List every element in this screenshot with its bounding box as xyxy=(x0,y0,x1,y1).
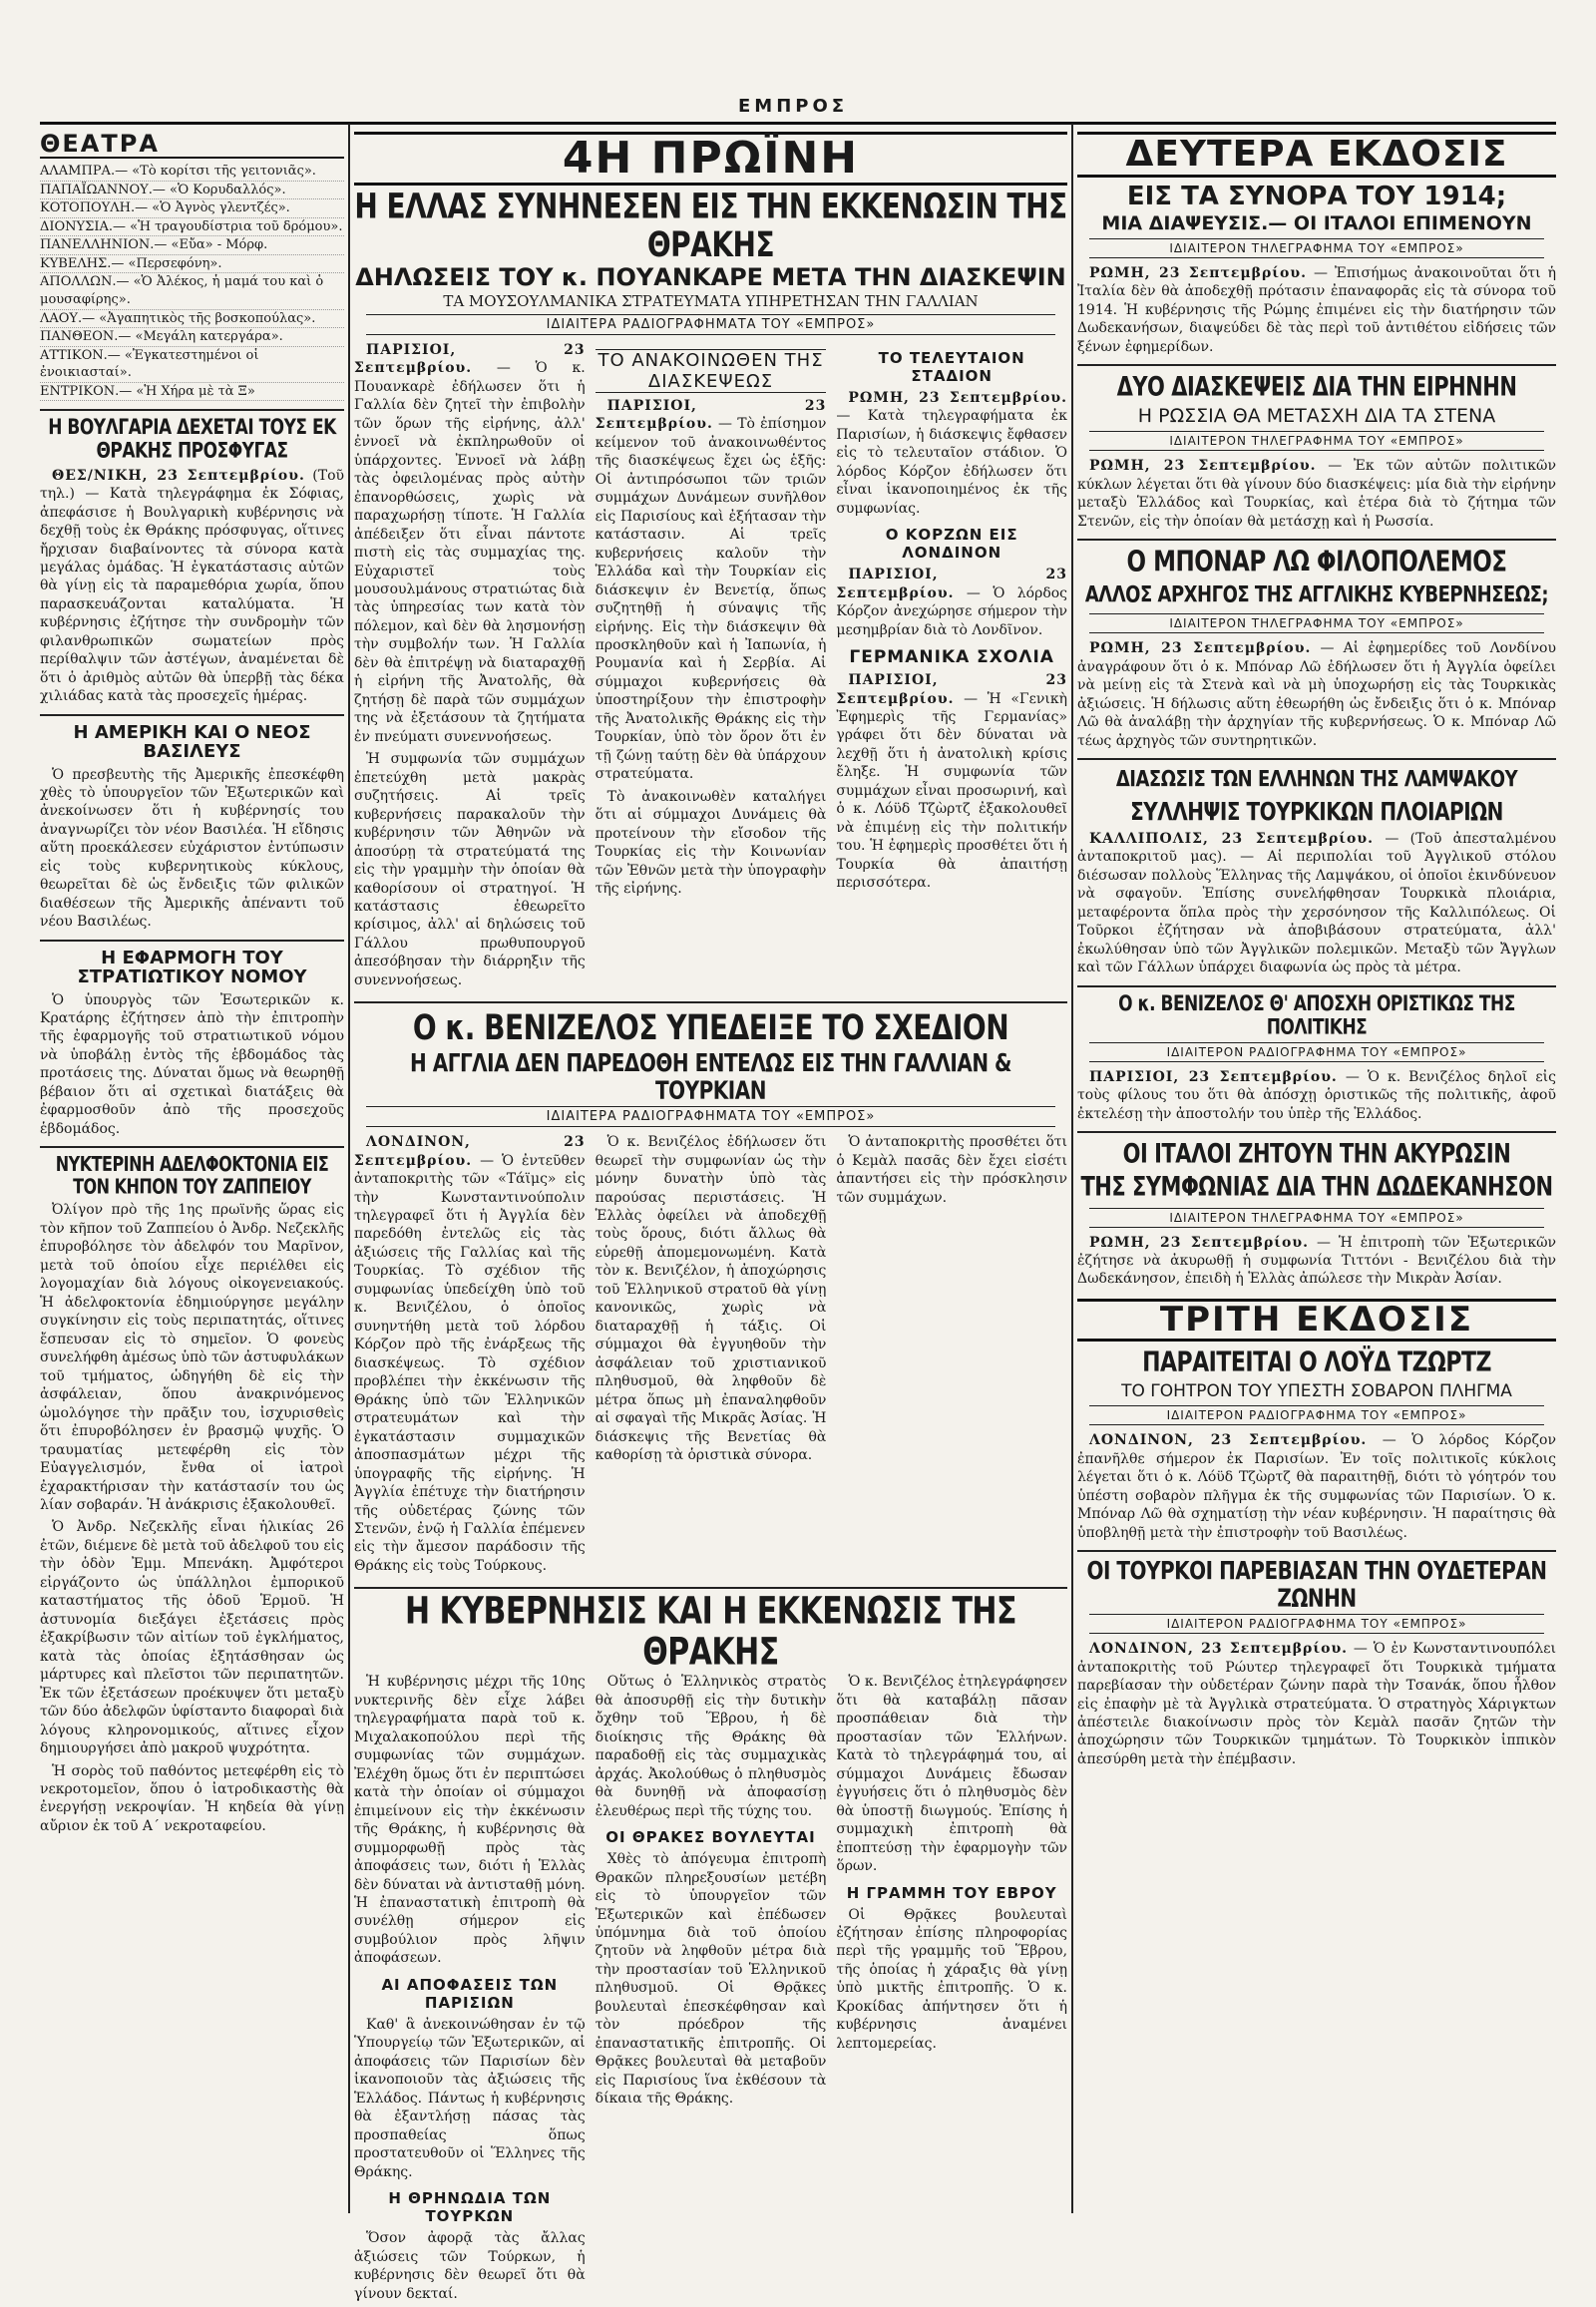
article-body: Τὸ ἀνακοινωθὲν καταλήγει ὅτι αἱ σύμμαχοι Δυνάμεις θὰ προτείνουν τὴν εἴσοδον τῆς Τουρκίας εἰς τὴν Κοινωνίαν τῶν Ἐθνῶν μετὰ τὴν ὑπογραφὴν τῆς εἰρήνης. xyxy=(595,788,827,898)
divider xyxy=(1077,758,1556,760)
list-item: ΑΛΑΜΠΡΑ.— «Τὸ κορίτσι τῆς γειτονιᾶς». xyxy=(40,163,344,182)
dateline: ΠΑΡΙΣΙΟΙ, 23 Σεπτεμβρίου. xyxy=(1089,1068,1338,1085)
divider xyxy=(40,940,344,942)
dateline: ΠΑΡΙΣΙΟΙ, 23 Σεπτεμβρίου. xyxy=(354,341,586,377)
article-subheadline: Η ΡΩΣΣΙΑ ΘΑ ΜΕΤΑΣΧΗ ΔΙΑ ΤΑ ΣΤΕΝΑ xyxy=(1137,405,1496,428)
article-body xyxy=(836,566,1067,639)
center-column xyxy=(354,128,1068,2302)
article-body: Ἡ κυβέρνησις μέχρι τῆς 10ης νυκτερινῆς δὲν εἶχε λάβει τηλεγραφήματα παρὰ τοῦ κ. Μιχαλακοπούλου περὶ τῆς συμφωνίας τῶν συμμάχων. Ἐλέχθη ὅμως ὅτι ἐν περιπτώσει κατὰ τὴν ὁποίαν οἱ σύμμαχοι ἐπιμείνουν εἰς τὴν ἐκκένωσιν τῆς Θράκης, ἡ κυβέρνησις θὰ συμμορφωθῇ πρὸς τὰς ἀποφάσεις των, διότι ἡ Ἑλλὰς δὲν δύναται νὰ ἀντισταθῇ μόνη. Ἡ ἐπαναστατικὴ ἐπιτροπὴ θὰ συνέλθῃ σήμερον εἰς συμβούλιον πρὸς λῆψιν ἀποφάσεων. xyxy=(354,1674,586,1967)
divider xyxy=(40,409,344,411)
article-text: — (Τοῦ ἀπεσταλμένου ἀνταποκριτοῦ μας). — Αἱ περιπολίαι τοῦ Ἀγγλικοῦ στόλου διέσωσαν πολλοὺς Ἕλληνας τῆς Λαμψάκου, οἱ ὁποῖοι ἐκινδύνευον νὰ σφαγοῦν. Ἐπίσης συνελήφθησαν Τουρκικὰ πλοιάρια, μεταφέροντα ὅπλα πρὸς τὴν χερσόνησον τῆς Καλλιπόλεως. Οἱ Τοῦρκοι ἐζήτησαν νὰ ἀποβιβάσουν στρατεύματα, ἀλλ' ἐκωλύθησαν ὑπὸ τῶν Ἀγγλικῶν πολεμικῶν. Μεταξὺ τῶν Ἄγγλων καὶ τῶν Γάλλων ὑπάρχει διαφωνία ὡς πρὸς τὰ μέτρα. xyxy=(1077,830,1557,976)
list-item: ΠΑΠΑΪΩΑΝΝΟΥ.— «Ὁ Κορυδαλλός». xyxy=(40,182,344,200)
article-headline: ΤΟ ΑΝΑΚΟΙΝΩΘΕΝ ΤΗΣ ΔΙΑΣΚΕΨΕΩΣ xyxy=(596,349,827,393)
dateline: ΛΟΝΔΙΝΟΝ, 23 Σεπτεμβρίου. xyxy=(1089,1432,1368,1449)
masthead xyxy=(40,96,1556,125)
article-headline: ΔΥΟ ΔΙΑΣΚΕΨΕΙΣ ΔΙΑ ΤΗΝ ΕΙΡΗΝΗΝ xyxy=(1116,372,1517,403)
theatre-list xyxy=(40,163,344,401)
right-column xyxy=(1077,128,1556,2212)
article-body: Ὅσον ἀφορᾷ τὰς ἄλλας ἀξιώσεις τῶν Τούρκων, ἡ κυβέρνησις δὲν θεωρεῖ ὅτι θὰ γίνουν δεκταί. xyxy=(354,2230,586,2302)
article-body: Χθὲς τὸ ἀπόγευμα ἐπιτροπὴ Θρακῶν πληρεξουσίων μετέβη εἰς τὸ ὑπουργεῖον τῶν Ἐξωτερικῶν καὶ ἐπέδωσεν ὑπόμνημα διὰ τοῦ ὁποίου ζητοῦν νὰ ληφθοῦν μέτρα διὰ τὴν προστασίαν τοῦ Ἑλληνικοῦ πληθυσμοῦ. Οἱ Θρᾷκες βουλευταὶ ἐπεσκέφθησαν καὶ τὸν πρόεδρον τῆς ἐπαναστατικῆς ἐπιτροπῆς. Οἱ Θρᾷκες βουλευταὶ θὰ μεταβοῦν εἰς Παρισίους ἵνα ἐκθέσουν τὰ δίκαια τῆς Θράκης. xyxy=(595,1851,827,2108)
article-body: Ἡ σορὸς τοῦ παθόντος μετεφέρθη εἰς τὸ νεκροτομεῖον, ὅπου ὁ ἰατροδικαστὴς θὰ ἐνεργήσῃ νεκροψίαν. Ἡ κηδεία θὰ γίνῃ αὔριον ἐκ τοῦ Α΄ νεκροταφείου. xyxy=(40,1762,344,1834)
article-headline: Ο κ. ΒΕΝΙΖΕΛΟΣ ΥΠΕΔΕΙΞΕ ΤΟ ΣΧΕΔΙΟΝ xyxy=(412,1006,1009,1049)
list-item: ΚΥΒΕΛΗΣ.— «Περσεφόνη». xyxy=(40,255,344,274)
article-body: Ὁ ἀνταποκριτὴς προσθέτει ὅτι ὁ Κεμὰλ πασᾶς δὲν ἔχει εἰσέτι ἀπαντήσει εἰς τὴν πρόσκλησιν τῶν συμμάχων. xyxy=(836,1134,1068,1206)
dateline: ΠΑΡΙΣΙΟΙ, 23 Σεπτεμβρίου. xyxy=(836,567,1068,601)
article-subheadline: Η ΘΡΗΝΩΔΙΑ ΤΩΝ ΤΟΥΡΚΩΝ xyxy=(388,2189,552,2226)
article-headline: Η ΒΟΥΛΓΑΡΙΑ ΔΕΧΕΤΑΙ ΤΟΥΣ ΕΚ ΘΡΑΚΗΣ ΠΡΟΣΦΥΓΑΣ xyxy=(48,415,336,464)
article-subheadline: ΟΙ ΘΡΑΚΕΣ ΒΟΥΛΕΥΤΑΙ xyxy=(605,1828,816,1847)
article-body xyxy=(1077,457,1556,531)
dateline: ΡΩΜΗ, 23 Σεπτεμβρίου. xyxy=(1089,640,1312,657)
edition-banner: ΤΡΙΤΗ ΕΚΔΟΣΙΣ xyxy=(1077,1299,1556,1342)
dispatch-label: ΙΔΙΑΙΤΕΡΟΝ ΤΗΛΕΓΡΑΦΗΜΑ ΤΟΥ «ΕΜΠΡΟΣ» xyxy=(1089,238,1544,258)
article-headline: ΕΙΣ ΤΑ ΣΥΝΟΡΑ ΤΟΥ 1914; xyxy=(1126,181,1507,211)
article-body xyxy=(1077,264,1556,356)
article-column xyxy=(836,1133,1067,1579)
dateline: ΛΟΝΔΙΝΟΝ, 23 Σεπτεμβρίου. xyxy=(354,1134,586,1169)
dispatch-label: ΙΔΙΑΙΤΕΡΟΝ ΤΗΛΕΓΡΑΦΗΜΑ ΤΟΥ «ΕΜΠΡΟΣ» xyxy=(1089,431,1544,451)
article-text: — Ἡ ἐπιτροπὴ τῶν Ἐξωτερικῶν ἐζήτησε νὰ ἀκυρωθῇ ἡ συμφωνία Τιττόνι - Βενιζέλου διὰ τὴν Δωδεκάνησον, ἐπειδὴ ἡ Ἑλλὰς ἀπώλεσε τὴν Μικρὰν Ἀσίαν. xyxy=(1077,1234,1557,1288)
lead-subheadline: ΤΑ ΜΟΥΣΟΥΛΜΑΝΙΚΑ ΣΤΡΑΤΕΥΜΑΤΑ ΥΠΗΡΕΤΗΣΑΝ ΤΗΝ ΓΑΛΛΙΑΝ xyxy=(443,292,979,311)
divider xyxy=(1077,539,1556,541)
article-headline: ΔΙΑΣΩΣΙΣ ΤΩΝ ΕΛΛΗΝΩΝ ΤΗΣ ΛΑΜΨΑΚΟΥ xyxy=(1115,766,1518,793)
article-column xyxy=(836,1673,1067,2307)
dispatch-label: ΙΔΙΑΙΤΕΡΑ ΡΑΔΙΟΓΡΑΦΗΜΑΤΑ ΤΟΥ «ΕΜΠΡΟΣ» xyxy=(366,1106,1055,1127)
article-headline: Ο κ. ΒΕΝΙΖΕΛΟΣ Θ' ΑΠΟΣΧΗ ΟΡΙΣΤΙΚΩΣ ΤΗΣ ΠΟΛΙΤΙΚΗΣ xyxy=(1118,990,1515,1039)
article-body: Ὁ Ἀνδρ. Νεζεκλῆς εἶναι ἡλικίας 26 ἐτῶν, διέμενε δὲ μετὰ τοῦ ἀδελφοῦ του εἰς τὴν ὁδὸν Ἐμμ. Μπενάκη. Ἀμφότεροι εἰργάζοντο ὡς ὑπάλληλοι ἐμπορικοῦ καταστήματος τῆς ὁδοῦ Ἑρμοῦ. Ἡ ἀστυνομία διεξάγει ἐξετάσεις πρὸς ἐξακρίβωσιν τῶν αἰτίων τοῦ ἐγκλήματος, κατὰ τὰς ὁποίας ἐξητάσθησαν ὡς μάρτυρες καὶ πλεῖστοι τῶν περιπατητῶν. Ἐκ τῶν ἐξετάσεων προέκυψεν ὅτι μεταξὺ τῶν δύο ἀδελφῶν ὑφίσταντο διαφοραὶ διὰ λόγους κληρονομικούς, αἵτινες εἶχον δημιουργήσει ἀπὸ μακροῦ ψυχρότητα. xyxy=(40,1519,344,1757)
article-subheadline: ΤΗΣ ΣΥΜΦΩΝΙΑΣ ΔΙΑ ΤΗΝ ΔΩΔΕΚΑΝΗΣΟΝ xyxy=(1080,1172,1553,1203)
article-headline: Η ΑΜΕΡΙΚΗ ΚΑΙ Ο ΝΕΟΣ ΒΑΣΙΛΕΥΣ xyxy=(73,721,311,762)
dateline: ΘΕΣ/ΝΙΚΗ, 23 Σεπτεμβρίου. xyxy=(52,467,305,484)
divider xyxy=(40,1146,344,1148)
column-rule xyxy=(1071,124,1073,2213)
dispatch-label: ΙΔΙΑΙΤΕΡΑ ΡΑΔΙΟΓΡΑΦΗΜΑΤΑ ΤΟΥ «ΕΜΠΡΟΣ» xyxy=(366,314,1055,335)
article-body xyxy=(596,397,827,784)
dateline: ΠΑΡΙΣΙΟΙ, 23 Σεπτεμβρίου. xyxy=(836,672,1068,707)
article-column xyxy=(596,341,827,993)
dateline: ΡΩΜΗ, 23 Σεπτεμβρίου. xyxy=(1089,1234,1309,1251)
article-column xyxy=(354,1673,586,2307)
article-body xyxy=(1077,830,1556,977)
article-body xyxy=(354,1133,586,1575)
article-subheadline: Η ΑΓΓΛΙΑ ΔΕΝ ΠΑΡΕΔΟΘΗ ΕΝΤΕΛΩΣ ΕΙΣ ΤΗΝ ΓΑΛΛΙΑΝ & ΤΟΥΡΚΙΑΝ xyxy=(410,1047,1011,1105)
article-headline: ΓΕΡΜΑΝΙΚΑ ΣΧΟΛΙΑ xyxy=(849,647,1054,668)
dateline: ΚΑΛΛΙΠΟΛΙΣ, 23 Σεπτεμβρίου. xyxy=(1089,830,1374,847)
article-text: (Τοῦ τηλ.) — Κατὰ τηλεγράφημα ἐκ Σόφιας, ἀπεφάσισε ἡ Βουλγαρικὴ κυβέρνησις νὰ δεχθῇ τοὺς ἐκ Θράκης πρόσφυγας, οἵτινες ἤρχισαν διαβαίνοντες τὰ σύνορα κατὰ μεγάλας ὁμάδας. Ἡ ἐγκατάστασις αὐτῶν θὰ γίνῃ εἰς τὰ παραμεθόρια χωρία, ὅπου παρασκευάζονται καταλύματα. Ἡ κυβέρνησις ἐζήτησε τὴν συνδρομὴν τῶν φιλανθρωπικῶν σωματείων πρὸς περίθαλψιν τῶν ἀστέγων, ἀναμένεται δὲ ὅτι ὁ ἀριθμὸς αὐτῶν θὰ ὑπερβῇ τὰς δέκα χιλιάδας κατὰ τὰς προσεχεῖς ἡμέρας. xyxy=(40,467,345,705)
article-headline: ΟΙ ΙΤΑΛΟΙ ΖΗΤΟΥΝ ΤΗΝ ΑΚΥΡΩΣΙΝ xyxy=(1122,1139,1511,1170)
divider xyxy=(1077,985,1556,987)
column-rule xyxy=(348,124,350,2213)
dispatch-label: ΙΔΙΑΙΤΕΡΟΝ ΤΗΛΕΓΡΑΦΗΜΑ ΤΟΥ «ΕΜΠΡΟΣ» xyxy=(1089,1208,1544,1228)
divider xyxy=(354,1001,1067,1003)
article-column xyxy=(836,341,1067,993)
list-item: ΑΠΟΛΛΩΝ.— «Ὁ Ἀλέκος, ἡ μαμά του καὶ ὁ μουσαφίρης». xyxy=(40,273,344,309)
article-headline: Ο ΚΟΡΖΩΝ ΕΙΣ ΛΟΝΔΙΝΟΝ xyxy=(885,526,1018,563)
lead-headline: Η ΕΛΛΑΣ ΣΥΝΗΝΕΣΕΝ ΕΙΣ ΤΗΝ ΕΚΚΕΝΩΣΙΝ ΤΗΣ ΘΡΑΚΗΣ xyxy=(354,186,1067,265)
article-columns xyxy=(354,1133,1067,1579)
dispatch-label: ΙΔΙΑΙΤΕΡΟΝ ΡΑΔΙΟΓΡΑΦΗΜΑ ΤΟΥ «ΕΜΠΡΟΣ» xyxy=(1089,1405,1544,1425)
article-text: — Ὁ λόρδος Κόρζον ἐπανῆλθε σήμερον ἐκ Παρισίων. Ἐν τοῖς πολιτικοῖς κύκλοις λέγεται ὅτι ὁ κ. Λόϋδ Τζὼρτζ θὰ παραιτηθῇ, διότι τὸ γόητρόν του ὑπέστη σοβαρὸν πλῆγμα ἐκ τῆς συμφωνίας τῶν Παρισίων. Ὁ κ. Μπόναρ Λῶ θὰ σχηματίσῃ τὴν νέαν κυβέρνησιν. Ἡ παραίτησις θὰ ὑποβληθῇ μετὰ τὴν ἐπιστροφὴν τοῦ Βασιλέως. xyxy=(1077,1432,1556,1541)
list-item: ΛΑΟΥ.— «Ἀγαπητικὸς τῆς βοσκοπούλας». xyxy=(40,310,344,329)
article-text: — Κατὰ τηλεγραφήματα ἐκ Παρισίων, ἡ διάσκεψις ἔφθασεν εἰς τὸ τελευταῖον στάδιον. Ὁ λόρδος Κόρζον ἐδήλωσεν ὅτι εἶναι ἱκανοποιημένος ἐκ τῆς συμφωνίας. xyxy=(836,408,1068,517)
article-body: Ὁ κ. Βενιζέλος ἐτηλεγράφησεν ὅτι θὰ καταβάλῃ πᾶσαν προσπάθειαν διὰ τὴν προστασίαν τῶν Ἑλλήνων. Κατὰ τὸ τηλεγράφημά του, αἱ σύμμαχοι Δυνάμεις ἔδωσαν ἐγγυήσεις ὅτι ὁ πληθυσμὸς δὲν θὰ ὑποστῇ διωγμούς. Ἐπίσης ἡ συμμαχικὴ ἐπιτροπὴ θὰ ἐποπτεύσῃ τὴν ἐφαρμογὴν τῶν ὅρων. xyxy=(836,1674,1068,1875)
theatre-heading: ΘΕΑΤΡΑ xyxy=(40,132,344,159)
left-column xyxy=(40,128,344,2212)
list-item: ΠΑΝΕΛΛΗΝΙΟΝ.— «Εὔα» - Μόρφ. xyxy=(40,236,344,255)
lead-subheadline: ΔΗΛΩΣΕΙΣ ΤΟΥ κ. ΠΟΥΑΝΚΑΡΕ ΜΕΤΑ ΤΗΝ ΔΙΑΣΚΕΨΙΝ xyxy=(355,262,1066,291)
newspaper-name: ΕΜΠΡΟΣ xyxy=(738,96,849,117)
article-text: — Ὁ κ. Πουανκαρὲ ἐδήλωσεν ὅτι ἡ Γαλλία δὲν ζητεῖ τὴν ἐπιβολὴν τῶν ὅρων τῆς εἰρήνης, ἀλλ' ἐννοεῖ νὰ ἐκπληρωθοῦν οἱ ὑπάρχοντες. Ἐννοεῖ νὰ λάβῃ τὰς ὀφειλομένας πρὸς αὐτὴν ἐπανορθώσεις, χωρὶς νὰ παραχωρήσῃ τίποτε. Ἡ Γαλλία ἀπέδειξεν ὅτι εἶναι πάντοτε πιστὴ εἰς τὰς συμμαχίας της. Εὐχαριστεῖ τοὺς μουσουλμάνους στρατιώτας διὰ τὰς ὑπηρεσίας των κατὰ τὸν πόλεμον, καὶ δὲν θὰ λησμονήσῃ τὴν συμβολήν των. Ἡ Γαλλία δὲν θὰ ἐπιτρέψῃ νὰ διαταραχθῇ ἡ εἰρήνη τῆς Ἀνατολῆς, θὰ ζητήσῃ δὲ παρὰ τῶν συμμάχων της νὰ ἐξετάσουν τὰ ζητήματα ἐν πνεύματι συνεννοήσεως. xyxy=(354,360,586,745)
edition-banner: 4Η ΠΡΩΪΝΗ xyxy=(354,132,1067,186)
dateline: ΡΩΜΗ, 23 Σεπτεμβρίου. xyxy=(1089,458,1317,475)
article-body: Ὁ ὑπουργὸς τῶν Ἐσωτερικῶν κ. Κρατάρης ἐζήτησεν ἀπὸ τὴν ἐπιτροπὴν τῆς ἐφαρμογῆς τοῦ στρατιωτικοῦ νόμου νὰ ὑποβάλῃ ἐντὸς τῆς ἑβδομάδος τὰς προτάσεις της. Δύναται ὅμως νὰ θεωρηθῇ βέβαιον ὅτι αἱ σχετικαὶ διατάξεις θὰ ἐφαρμοσθοῦν ἀπὸ τῆς προσεχοῦς ἑβδομάδος. xyxy=(40,991,344,1137)
article-body: Ἡ συμφωνία τῶν συμμάχων ἐπετεύχθη μετὰ μακρὰς συζητήσεις. Αἱ τρεῖς κυβερνήσεις παρακαλοῦν τὴν κυβέρνησιν τῶν Ἀθηνῶν νὰ ἀποσύρῃ τὰ στρατεύματά της εἰς τὴν γραμμὴν τὴν ὁποίαν θὰ καθορίσουν οἱ στρατηγοί. Ἡ κατάστασις ἐθεωρεῖτο κρίσιμος, ἀλλ' αἱ δηλώσεις τοῦ Γάλλου πρωθυπουργοῦ ἀπεσόβησαν τὴν διάρρηξιν τῆς συνεννοήσεως. xyxy=(354,751,586,988)
article-body: Οὕτως ὁ Ἑλληνικὸς στρατὸς θὰ ἀποσυρθῇ εἰς τὴν δυτικὴν ὄχθην τοῦ Ἕβρου, ἡ δὲ διοίκησις τῆς Θράκης θὰ παραδοθῇ εἰς τὰς συμμαχικὰς ἀρχάς. Ἀκολούθως ὁ πληθυσμὸς θὰ δυνηθῇ νὰ ἀποφασίσῃ ἐλευθέρως περὶ τῆς τύχης του. xyxy=(595,1674,827,1819)
article-headline: Η ΕΦΑΡΜΟΓΗ ΤΟΥ ΣΤΡΑΤΙΩΤΙΚΟΥ ΝΟΜΟΥ xyxy=(77,947,307,987)
article-body xyxy=(836,671,1067,893)
article-text: — Ὁ λόρδος Κόρζον ἀνεχώρησε σήμερον τὴν μεσημβρίαν διὰ τὸ Λονδῖνον. xyxy=(836,584,1068,638)
list-item: ΕΝΤΡΙΚΟΝ.— «Ἡ Χήρα μὲ τὰ Ξ» xyxy=(40,383,344,402)
article-columns xyxy=(354,341,1067,993)
article-body: Ὁ κ. Βενιζέλος ἐδήλωσεν ὅτι θεωρεῖ τὴν συμφωνίαν ὡς τὴν μόνην δυνατὴν ὑπὸ τὰς παρούσας περιστάσεις. Ἡ Ἑλλὰς ὀφείλει νὰ ἀποδεχθῇ τοὺς ὅρους, διότι ἄλλως θὰ εὑρεθῇ ἀπομεμονωμένη. Κατὰ τὸν κ. Βενιζέλον, ἡ ἀποχώρησις τοῦ Ἑλληνικοῦ στρατοῦ θὰ γίνῃ κανονικῶς, χωρὶς νὰ διαταραχθῇ ἡ τάξις. Οἱ σύμμαχοι θὰ ἐγγυηθοῦν τὴν ἀσφάλειαν τοῦ χριστιανικοῦ πληθυσμοῦ, θὰ ληφθοῦν δὲ μέτρα ὅπως μὴ ἐπαναληφθοῦν αἱ σφαγαὶ τῆς Μικρᾶς Ἀσίας. Ἡ διάσκεψις τῆς Βενετίας θὰ καθορίσῃ τὰ ὁριστικὰ σύνορα. xyxy=(595,1134,827,1464)
dispatch-label: ΙΔΙΑΙΤΕΡΟΝ ΤΗΛΕΓΡΑΦΗΜΑ ΤΟΥ «ΕΜΠΡΟΣ» xyxy=(1089,613,1544,633)
article-column xyxy=(354,1133,586,1579)
dateline: ΡΩΜΗ, 23 Σεπτεμβρίου. xyxy=(848,389,1068,406)
article-column xyxy=(596,1133,827,1579)
article-body xyxy=(836,389,1067,518)
article-body xyxy=(1077,1234,1556,1289)
article-subheadline: ΑΛΛΟΣ ΑΡΧΗΓΟΣ ΤΗΣ ΑΓΓΛΙΚΗΣ ΚΥΒΕΡΝΗΣΕΩΣ; xyxy=(1084,581,1549,608)
article-subheadline: ΤΟ ΓΟΗΤΡΟΝ ΤΟΥ ΥΠΕΣΤΗ ΣΟΒΑΡΟΝ ΠΛΗΓΜΑ xyxy=(1121,1381,1512,1402)
list-item: ΠΑΝΘΕΟΝ.— «Μεγάλη κατεργάρα». xyxy=(40,328,344,347)
article-text: — Ἡ «Γενικὴ Ἐφημερὶς τῆς Γερμανίας» γράφει ὅτι δὲν δύναται νὰ λεχθῇ ὅτι ἡ ἀνατολικὴ κρίσις ἔληξε. Ἡ συμφωνία τῶν συμμάχων εἶναι προσωρινή, καὶ ὁ κ. Λόϋδ Τζὼρτζ ἐξακολουθεῖ νὰ ἐπιμένῃ εἰς τὴν πολιτικήν του. Ἡ ἐφημερὶς προσθέτει ὅτι ἡ Τουρκία θὰ ἀπαιτήσῃ περισσότερα. xyxy=(836,690,1068,892)
article-subheadline: ΣΥΛΛΗΨΙΣ ΤΟΥΡΚΙΚΩΝ ΠΛΟΙΑΡΙΩΝ xyxy=(1130,795,1503,826)
divider xyxy=(1077,1550,1556,1552)
article-column xyxy=(354,341,586,993)
article-text: — Ἐπισήμως ἀνακοινοῦται ὅτι ἡ Ἰταλία δὲν θὰ ἀποδεχθῇ πρότασιν ἐπαναφορᾶς εἰς τὰ σύνορα τοῦ 1914. Ἡ κυβέρνησις τῆς Ρώμης ἐπιμένει εἰς τὴν διατήρησιν τῶν Δωδεκανήσων, διαψεύδει δὲ τὰς περὶ τοῦ ἀντιθέτου εἰδήσεις τῶν ξένων ἐφημερίδων. xyxy=(1077,264,1556,355)
article-body xyxy=(1077,1068,1556,1123)
divider xyxy=(1077,1131,1556,1133)
divider xyxy=(40,714,344,716)
article-text: — Ἐκ τῶν αὐτῶν πολιτικῶν κύκλων λέγεται ὅτι θὰ γίνουν δύο διασκέψεις: μία διὰ τὴν εἰρήνην μεταξὺ Ἑλλάδος καὶ Τουρκίας, καὶ ἑτέρα διὰ τὸ ζήτημα τῶν Στενῶν, εἰς τὴν ὁποίαν θὰ μετάσχῃ καὶ ἡ Ρωσσία. xyxy=(1077,458,1556,530)
edition-banner: ΔΕΥΤΕΡΑ ΕΚΔΟΣΙΣ xyxy=(1077,132,1556,178)
article-body: Ὀλίγον πρὸ τῆς 1ης πρωϊνῆς ὥρας εἰς τὸν κῆπον τοῦ Ζαππείου ὁ Ἀνδρ. Νεζεκλῆς ἐπυροβόλησε τὸν ἀδελφόν του Μαρῖνον, μετὰ τοῦ ὁποίου εἶχε περιέλθει εἰς λογομαχίαν διὰ λόγους οἰκογενειακούς. Ἡ ἀδελφοκτονία ἐδημιούργησε μεγάλην συγκίνησιν εἰς τοὺς περιπατητάς, οἵτινες ἔσπευσαν εἰς τὸ σημεῖον. Ὁ φονεὺς συνελήφθη ἀμέσως ὑπὸ τῶν ἀστυφυλάκων τοῦ τμήματος, ὡδηγήθη δὲ εἰς τὴν ἀσφάλειαν, ὅπου ἀνακρινόμενος ὡμολόγησε τὴν πρᾶξιν του, ἰσχυρισθεὶς ὅτι ἐπυροβόλησεν ἐν βρασμῷ ψυχῆς. Ὁ τραυματίας μετεφέρθη εἰς τὸν Εὐαγγελισμόν, ἔνθα οἱ ἰατροὶ ἐχαρακτήρισαν τὴν κατάστασίν του ὡς λίαν σοβαράν. Ἡ ἀνάκρισις ἐξακολουθεῖ. xyxy=(40,1202,344,1513)
dateline: ΠΑΡΙΣΙΟΙ, 23 Σεπτεμβρίου. xyxy=(595,397,827,433)
article-columns xyxy=(354,1673,1067,2307)
article-body: Καθ' ἃ ἀνεκοινώθησαν ἐν τῷ Ὑπουργείῳ τῶν Ἐξωτερικῶν, αἱ ἀποφάσεις τῶν Παρισίων δὲν ἱκανοποιοῦν τὰς ἀξιώσεις τῆς Ἑλλάδος. Πάντως ἡ κυβέρνησις θὰ ἐξαντλήσῃ πάσας τὰς προσπαθείας ὅπως προστατευθοῦν οἱ Ἕλληνες τῆς Θράκης. xyxy=(354,2016,586,2180)
divider xyxy=(1077,364,1556,366)
article-headline: Η ΚΥΒΕΡΝΗΣΙΣ ΚΑΙ Η ΕΚΚΕΝΩΣΙΣ ΤΗΣ ΘΡΑΚΗΣ xyxy=(404,1589,1017,1675)
article-text: — Ὁ κ. Βενιζέλος δηλοῖ εἰς τοὺς φίλους του ὅτι θὰ ἀπόσχῃ ὁριστικῶς τῆς πολιτικῆς, ἀφοῦ ἐκτελέσῃ τὴν ἀποστολήν του ὑπὲρ τῆς Ἑλλάδος. xyxy=(1077,1068,1556,1122)
article-body xyxy=(1077,639,1556,750)
article-headline: ΝΥΚΤΕΡΙΝΗ ΑΔΕΛΦΟΚΤΟΝΙΑ ΕΙΣ ΤΟΝ ΚΗΠΟΝ ΤΟΥ ΖΑΠΠΕΙΟΥ xyxy=(55,1152,329,1199)
dispatch-label: ΙΔΙΑΙΤΕΡΟΝ ΡΑΔΙΟΓΡΑΦΗΜΑ ΤΟΥ «ΕΜΠΡΟΣ» xyxy=(1089,1042,1544,1062)
article-body xyxy=(354,341,586,746)
article-body: Οἱ Θρᾷκες βουλευταὶ ἐζήτησαν ἐπίσης πληροφορίας περὶ τῆς γραμμῆς τοῦ Ἕβρου, τῆς ὁποίας ἡ χάραξις θὰ γίνῃ ὑπὸ μικτῆς ἐπιτροπῆς. Ὁ κ. Κροκίδας ἀπήντησεν ὅτι ἡ κυβέρνησις ἀναμένει λεπτομερείας. xyxy=(836,1906,1068,2052)
dateline: ΛΟΝΔΙΝΟΝ, 23 Σεπτεμβρίου. xyxy=(1089,1641,1349,1658)
list-item: ΑΤΤΙΚΟΝ.— «Ἐγκατεστημένοι οἱ ἐνοικιασταί». xyxy=(40,347,344,383)
article-headline: Ο ΜΠΟΝΑΡ ΛΩ ΦΙΛΟΠΟΛΕΜΟΣ xyxy=(1126,546,1507,579)
article-body xyxy=(40,467,344,706)
article-text: — Τὸ ἐπίσημον κείμενον τοῦ ἀνακοινωθέντος τῆς διασκέψεως ἔχει ὡς ἑξῆς: Οἱ ἀντιπρόσωποι τῶν τριῶν συμμάχων Δυνάμεων συνῆλθον εἰς Παρισίους καὶ ἐξήτασαν τὴν κατάστασιν. Αἱ τρεῖς κυβερνήσεις καλοῦν τὴν Ἑλλάδα καὶ τὴν Τουρκίαν εἰς διάσκεψιν ἐν Βενετίᾳ, ὅπως συζητηθῇ ἡ σύναψις τῆς εἰρήνης. Εἰς τὴν διάσκεψιν θὰ προσκληθοῦν καὶ ἡ Ἰαπωνία, ἡ Ρουμανία καὶ ἡ Σερβία. Αἱ σύμμαχοι κυβερνήσεις θὰ ὑποστηρίξουν τὴν ἐπιστροφὴν τῆς Ἀνατολικῆς Θράκης εἰς τὴν Τουρκίαν, ὑπὸ τὸν ὅρον ὅτι ἐν τῇ ζώνῃ ταύτῃ δὲν θὰ ὑπάρχουν στρατεύματα. xyxy=(595,416,827,783)
article-headline: ΟΙ ΤΟΥΡΚΟΙ ΠΑΡΕΒΙΑΣΑΝ ΤΗΝ ΟΥΔΕΤΕΡΑΝ ΖΩΝΗΝ xyxy=(1086,1555,1547,1613)
list-item: ΚΟΤΟΠΟΥΛΗ.— «Ὁ Ἀγνὸς γλεντζές». xyxy=(40,199,344,218)
article-headline: ΠΑΡΑΙΤΕΙΤΑΙ Ο ΛΟΫΔ ΤΖΩΡΤΖ xyxy=(1142,1347,1491,1379)
article-text: — Ὁ ἐν Κωνσταντινουπόλει ἀνταποκριτὴς τοῦ Ρώυτερ τηλεγραφεῖ ὅτι Τουρκικὰ τμήματα παρεβίασαν τὴν οὐδετέραν ζώνην παρὰ τὴν Τσανάκ, ὅπου ἦλθον εἰς ἐπαφὴν μὲ τὰ Ἀγγλικὰ στρατεύματα. Ὁ στρατηγὸς Χάριγκτων ἀπέστειλε διακοίνωσιν πρὸς τὸν Κεμὰλ πασᾶν ζητῶν τὴν ἀποχώρησιν τῶν Τουρκικῶν τμημάτων. Τὸ Τουρκικὸν ἱππικὸν ἀπεσύρθη μετὰ τὴν ἐπέμβασιν. xyxy=(1077,1641,1556,1767)
article-subheadline: Η ΓΡΑΜΜΗ ΤΟΥ ΕΒΡΟΥ xyxy=(846,1883,1057,1902)
article-subheadline: ΑΙ ΑΠΟΦΑΣΕΙΣ ΤΩΝ ΠΑΡΙΣΙΩΝ xyxy=(381,1975,559,2012)
article-body xyxy=(1077,1431,1556,1542)
article-column xyxy=(596,1673,827,2307)
list-item: ΔΙΟΝΥΣΙΑ.— «Ἡ τραγουδίστρια τοῦ δρόμου». xyxy=(40,218,344,237)
article-headline: ΤΟ ΤΕΛΕΥΤΑΙΟΝ ΣΤΑΔΙΟΝ xyxy=(878,348,1025,385)
article-body: Ὁ πρεσβευτὴς τῆς Ἀμερικῆς ἐπεσκέφθη χθὲς τὸ ὑπουργεῖον τῶν Ἐξωτερικῶν καὶ ἀνεκοίνωσεν ὅτι ἡ κυβέρνησίς του ἀναγνωρίζει τὸν νέον Βασιλέα. Ἡ εἴδησις αὕτη προεκάλεσεν εὐχάριστον ἐντύπωσιν εἰς τοὺς κυβερνητικοὺς κύκλους, θεωρεῖται δὲ ὡς ἔνδειξις τῶν φιλικῶν διαθέσεων τῆς Ἀμερικῆς ἀπέναντι τοῦ νέου Βασιλέως. xyxy=(40,766,344,931)
dispatch-label: ΙΔΙΑΙΤΕΡΟΝ ΡΑΔΙΟΓΡΑΦΗΜΑ ΤΟΥ «ΕΜΠΡΟΣ» xyxy=(1089,1614,1544,1634)
article-subheadline: ΜΙΑ ΔΙΑΨΕΥΣΙΣ.— ΟΙ ΙΤΑΛΟΙ ΕΠΙΜΕΝΟΥΝ xyxy=(1101,211,1532,234)
article-text: — Ὁ ἐντεῦθεν ἀνταποκριτὴς τῶν «Τάϊμς» εἰς τὴν Κωνσταντινούπολιν τηλεγραφεῖ ὅτι ἡ Ἀγγλία δὲν παρεδόθη ἐντελῶς εἰς τὰς ἀξιώσεις τῆς Γαλλίας καὶ τῆς Τουρκίας. Τὸ σχέδιον τῆς συμφωνίας ὑπεδείχθη ὑπὸ τοῦ κ. Βενιζέλου, ὁ ὁποῖος συνηντήθη μετὰ τοῦ λόρδου Κόρζον πρὸ τῆς ἐνάρξεως τῆς διασκέψεως. Τὸ σχέδιον προβλέπει τὴν ἐκκένωσιν τῆς Θράκης ὑπὸ τῶν Ἑλληνικῶν στρατευμάτων καὶ τὴν ἐγκατάστασιν συμμαχικῶν ἀποσπασμάτων μέχρι τῆς ὑπογραφῆς τῆς εἰρήνης. Ἡ Ἀγγλία ἐπέτυχε τὴν διατήρησιν τῆς οὐδετέρας ζώνης τῶν Στενῶν, ἐνῷ ἡ Γαλλία ἐπέμενεν εἰς τὴν ἄμεσον παράδοσιν τῆς Θράκης εἰς τοὺς Τούρκους. xyxy=(354,1152,586,1574)
dateline: ΡΩΜΗ, 23 Σεπτεμβρίου. xyxy=(1089,264,1307,281)
article-body xyxy=(1077,1640,1556,1768)
article-text: — Αἱ ἐφημερίδες τοῦ Λονδίνου ἀναγράφουν ὅτι ὁ κ. Μπόναρ Λῶ ἐδήλωσεν ὅτι ἡ Ἀγγλία ὀφείλει νὰ μείνῃ εἰς τὰ Στενὰ καὶ νὰ μὴ ὑποχωρήσῃ εἰς τὰς Τουρκικὰς ἀξιώσεις. Ἡ δήλωσις αὕτη ἐθεωρήθη ὡς ἔνδειξις ὅτι ὁ κ. Μπόναρ Λῶ θὰ ἀναλάβῃ τὴν ἀρχηγίαν τῆς κυβερνήσεως. Ὁ κ. Μπόναρ Λῶ τέως ἀρχηγὸς τῶν συντηρητικῶν. xyxy=(1077,640,1556,749)
